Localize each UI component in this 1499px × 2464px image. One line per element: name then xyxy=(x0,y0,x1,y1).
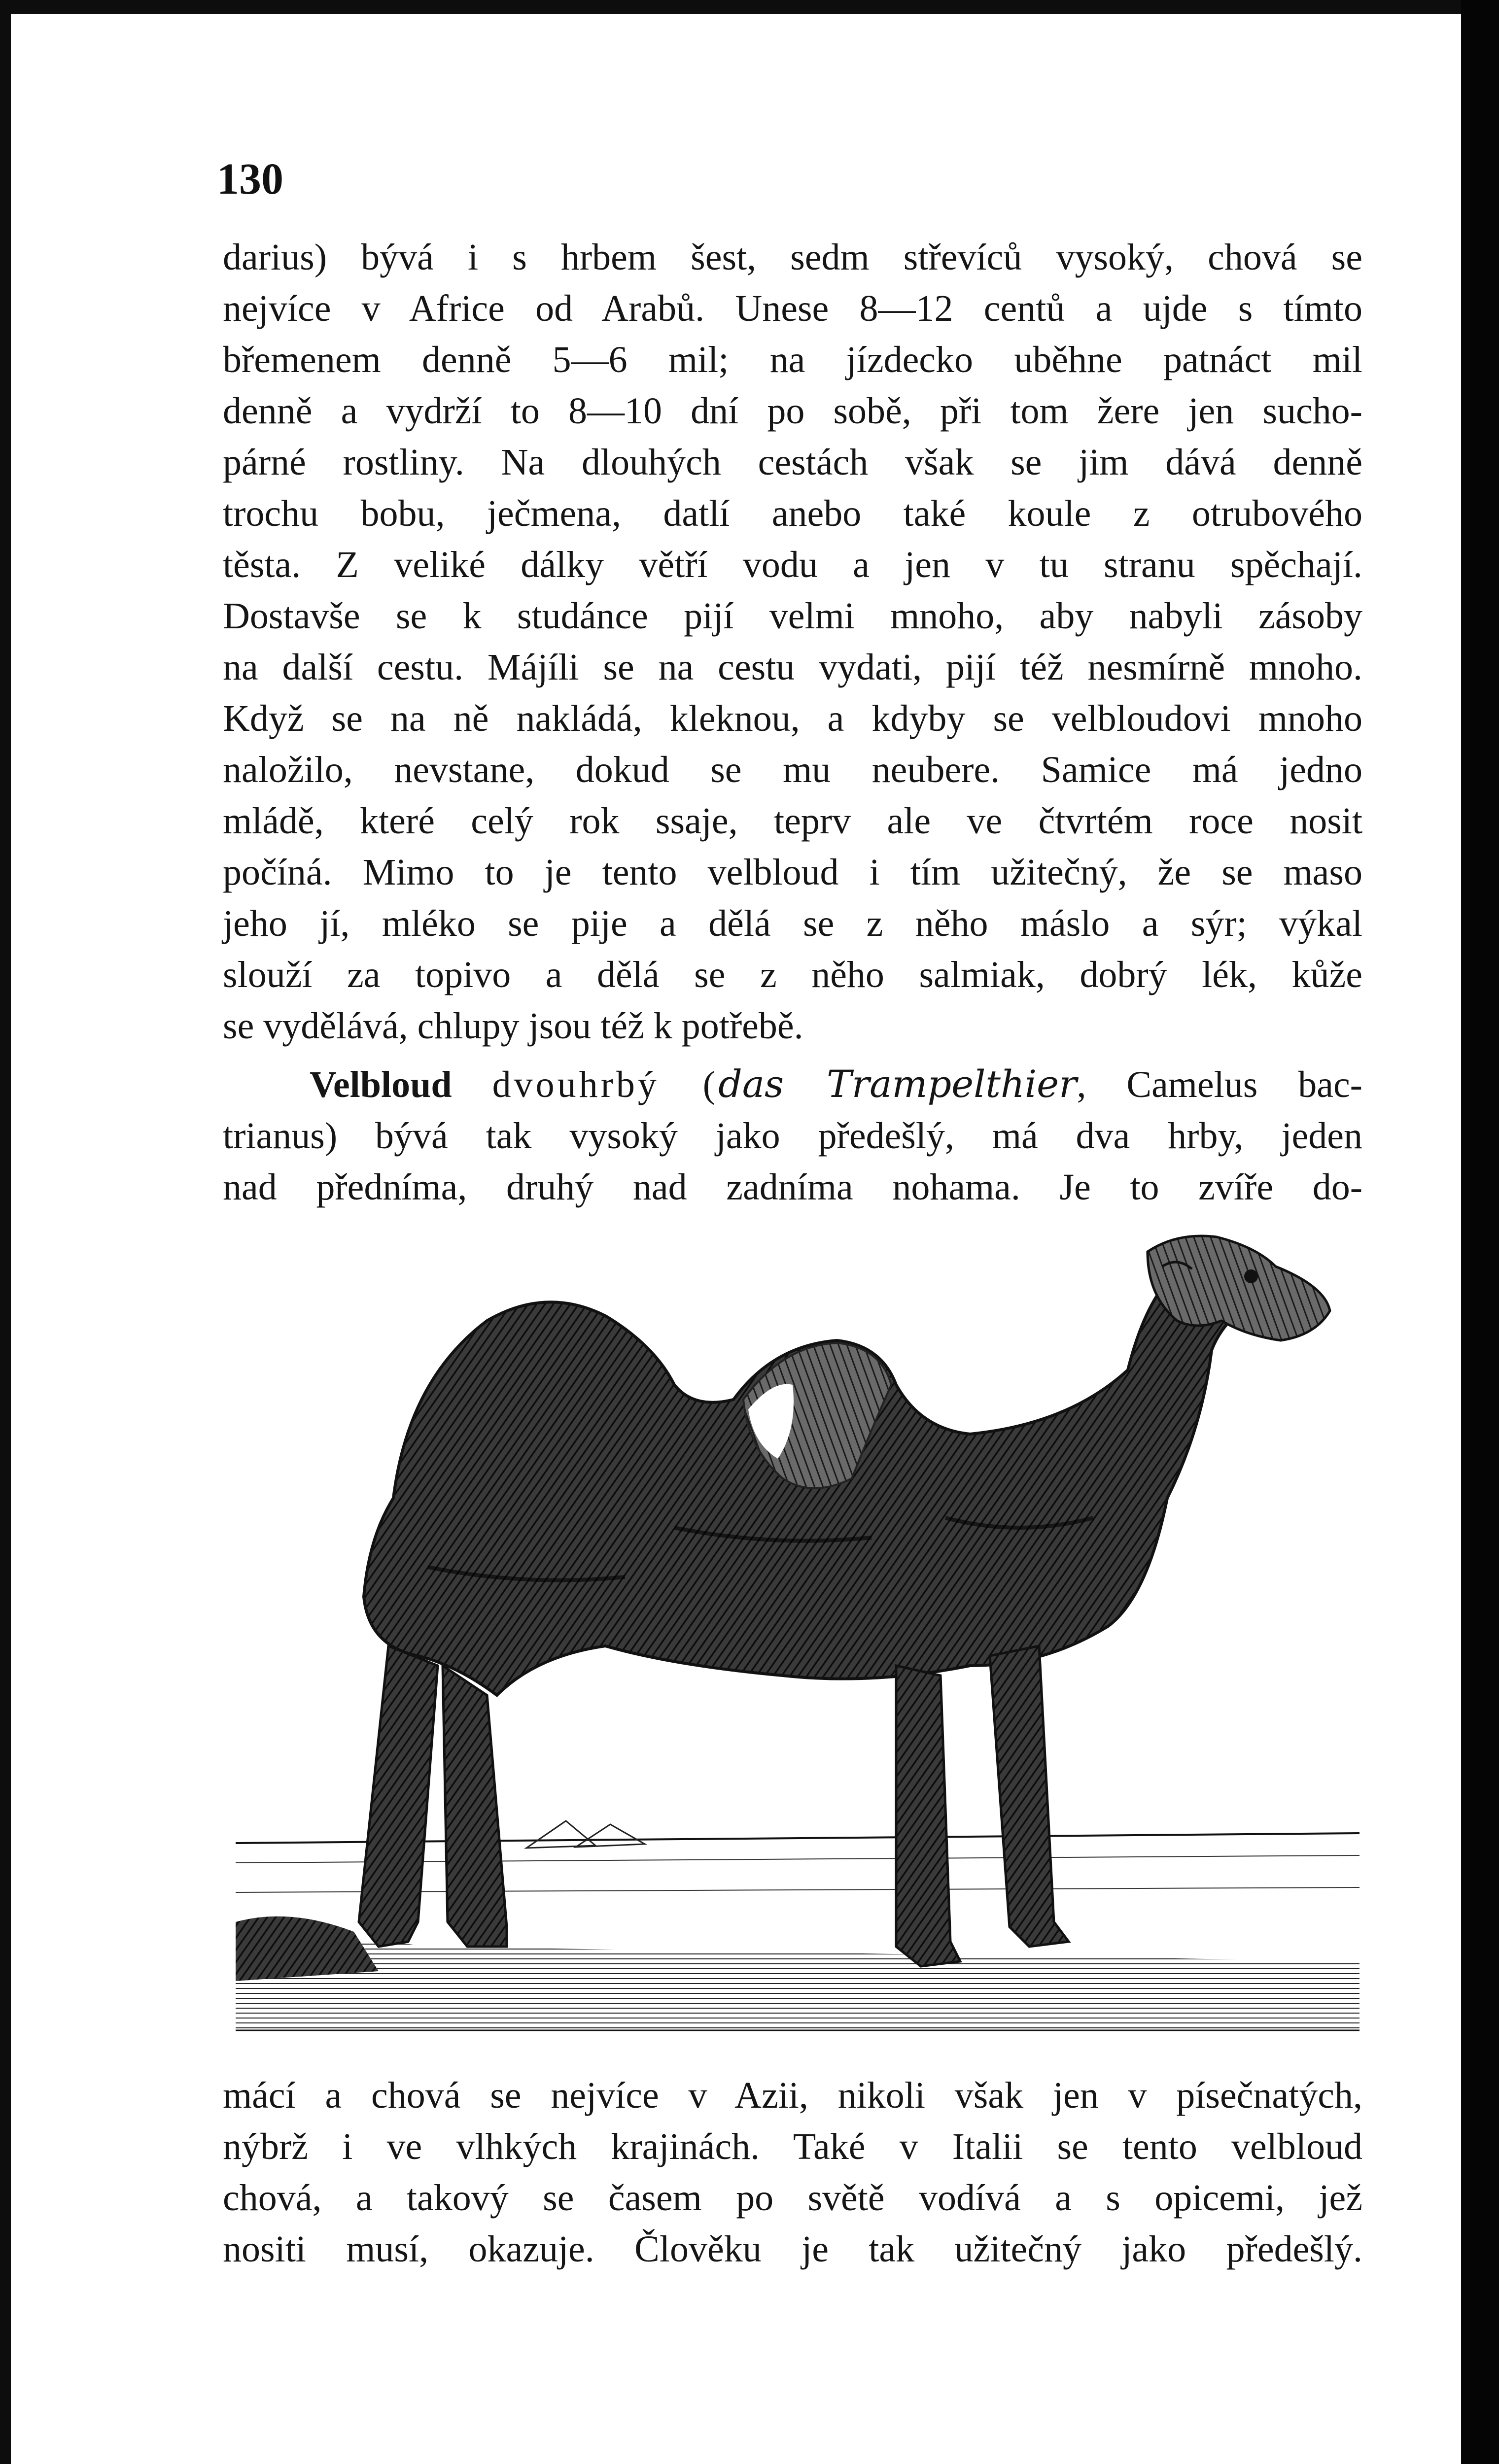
scan-border xyxy=(1461,0,1499,2464)
text-line: nositi musí, okazuje. Člověku je tak užitečný jako předešlý. xyxy=(223,2228,1362,2270)
text-line: nejvíce v Africe od Arabů. Unese 8—12 centů a ujde s tímto xyxy=(223,288,1362,329)
text-line: břemenem denně 5—6 mil; na jízdecko uběhne patnáct mil xyxy=(223,339,1362,380)
page-number: 130 xyxy=(217,155,283,204)
text-line: Když se na ně nakládá, kleknou, a kdyby se velbloudovi mnoho xyxy=(223,698,1362,739)
text-line xyxy=(223,1059,1362,1110)
text-line: Dostavše se k studánce pijí velmi mnoho, aby nabyli zásoby xyxy=(223,595,1362,637)
text-line: naložilo, nevstane, dokud se mu neubere. Samice má jedno xyxy=(223,749,1362,790)
paragraph-bactrian-camel xyxy=(223,1059,1362,1213)
text-line: chová, a takový se časem po světě vodívá a s opicemi, jež xyxy=(223,2177,1362,2219)
text-line: na další cestu. Májíli se na cestu vydati, pijí též nesmírně mnoho. xyxy=(223,647,1362,688)
text-line: jeho jí, mléko se pije a dělá se z něho máslo a sýr; výkal xyxy=(223,903,1362,944)
paragraph-dromedary-continued xyxy=(223,232,1362,1052)
text-line: mácí a chová se nejvíce v Azii, nikoli však jen v písečnatých, xyxy=(223,2075,1362,2116)
inline-text: , Camelus bac- xyxy=(1077,1064,1362,1105)
text-line: nad předníma, druhý nad zadníma nohama. Je to zvíře do- xyxy=(223,1166,1362,1208)
blackletter-term: das Trampelthier xyxy=(718,1062,1077,1106)
lead-term: Velbloud xyxy=(310,1064,452,1105)
paragraph-bactrian-continued xyxy=(223,2070,1362,2275)
text-line: trianus) bývá tak vysoký jako předešlý, má dva hrby, jeden xyxy=(223,1115,1362,1157)
text-line: nýbrž i ve vlhkých krajinách. Také v Italii se tento velbloud xyxy=(223,2126,1362,2167)
text-line: denně a vydrží to 8—10 dní po sobě, při tom žere jen sucho- xyxy=(223,390,1362,432)
text-line: těsta. Z veliké dálky větří vodu a jen v tu stranu spěchají. xyxy=(223,544,1362,585)
text-line: počíná. Mimo to je tento velbloud i tím užitečný, že se maso xyxy=(223,852,1362,893)
text-line: mládě, které celý rok ssaje, teprv ale ve čtvrtém roce nosit xyxy=(223,800,1362,842)
inline-text: dvouhrbý ( xyxy=(492,1064,719,1105)
camel-illustration xyxy=(231,1222,1364,2040)
text-line: slouží za topivo a dělá se z něho salmiak, dobrý lék, kůže xyxy=(223,954,1362,995)
text-line: darius) bývá i s hrbem šest, sedm střevíců vysoký, chová se xyxy=(223,237,1362,278)
text-line: se vydělává, chlupy jsou též k potřebě. xyxy=(223,1005,803,1047)
text-line: trochu bobu, ječmena, datlí anebo také koule z otrubového xyxy=(223,493,1362,534)
text-line: párné rostliny. Na dlouhých cestách však se jim dává denně xyxy=(223,442,1362,483)
